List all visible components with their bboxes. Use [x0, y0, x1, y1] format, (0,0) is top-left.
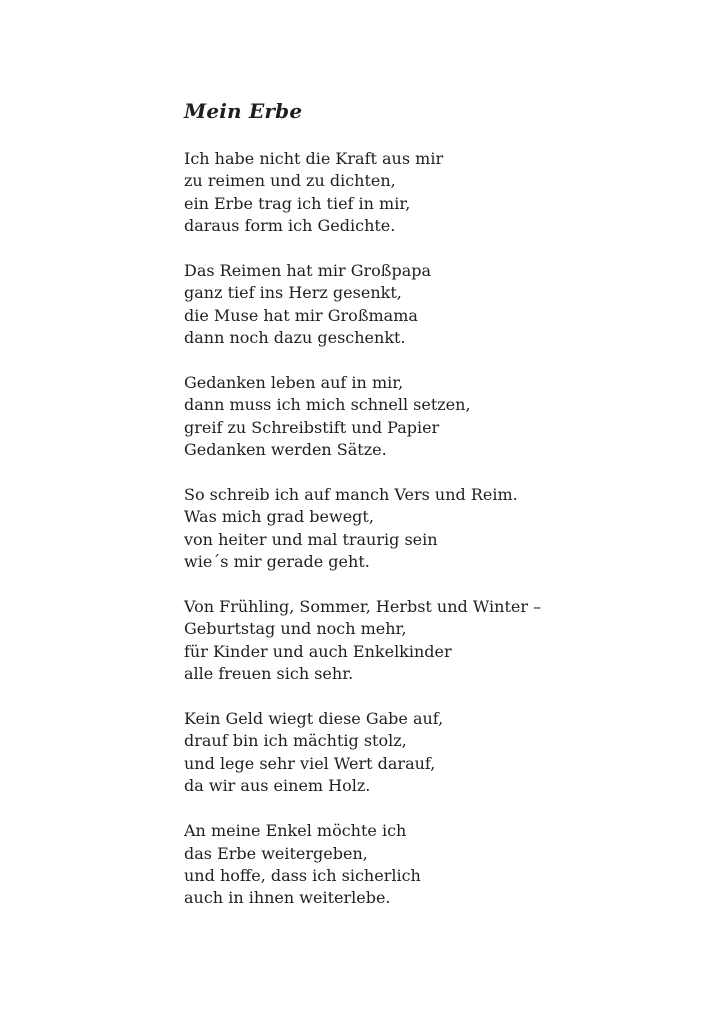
- poem-line: Von Frühling, Sommer, Herbst und Winter –: [184, 597, 542, 617]
- poem-line: da wir aus einem Holz.: [184, 776, 371, 796]
- poem-line: wie´s mir gerade geht.: [184, 552, 370, 572]
- poem-line: So schreib ich auf manch Vers und Reim.: [184, 485, 518, 505]
- poem-line: und lege sehr viel Wert darauf,: [184, 753, 436, 773]
- poem-stanza: [184, 708, 662, 798]
- poem-line: Kein Geld wiegt diese Gabe auf,: [184, 709, 444, 729]
- poem-line: ganz tief ins Herz gesenkt,: [184, 283, 402, 303]
- poem-line: zu reimen und zu dichten,: [184, 171, 396, 191]
- poem-line: von heiter und mal traurig sein: [184, 529, 438, 549]
- poem-stanza: [184, 820, 662, 910]
- poem-line: dann muss ich mich schnell setzen,: [184, 395, 471, 415]
- poem-stanza: [184, 260, 662, 350]
- poem-line: ein Erbe trag ich tief in mir,: [184, 193, 411, 213]
- poem-line: Gedanken leben auf in mir,: [184, 373, 404, 393]
- poem-line: für Kinder und auch Enkelkinder: [184, 641, 452, 661]
- poem-line: greif zu Schreibstift und Papier: [184, 417, 440, 437]
- poem-line: Das Reimen hat mir Großpapa: [184, 261, 432, 281]
- poem-line: Ich habe nicht die Kraft aus mir: [184, 149, 444, 168]
- poem-line: dann noch dazu geschenkt.: [184, 328, 406, 348]
- poem-line: und hoffe, dass ich sicherlich: [184, 865, 421, 885]
- poem-stanza: [184, 372, 662, 462]
- poem-stanza: [184, 484, 662, 574]
- poem-line: Geburtstag und noch mehr,: [184, 619, 407, 639]
- poem-body: [184, 148, 662, 910]
- poem-line: das Erbe weitergeben,: [184, 843, 368, 863]
- poem-stanza: [184, 148, 662, 238]
- poem-line: auch in ihnen weiterlebe.: [184, 888, 391, 908]
- poem-stanza: [184, 596, 662, 686]
- poem-line: drauf bin ich mächtig stolz,: [184, 731, 407, 751]
- poem-line: alle freuen sich sehr.: [184, 664, 354, 684]
- poem-line: die Muse hat mir Großmama: [184, 305, 418, 325]
- poem-line: Was mich grad bewegt,: [184, 507, 374, 527]
- poem-line: Gedanken werden Sätze.: [184, 440, 387, 460]
- poem-line: An meine Enkel möchte ich: [184, 821, 407, 841]
- poem-line: daraus form ich Gedichte.: [184, 216, 396, 236]
- poem-title: Mein Erbe: [184, 99, 303, 123]
